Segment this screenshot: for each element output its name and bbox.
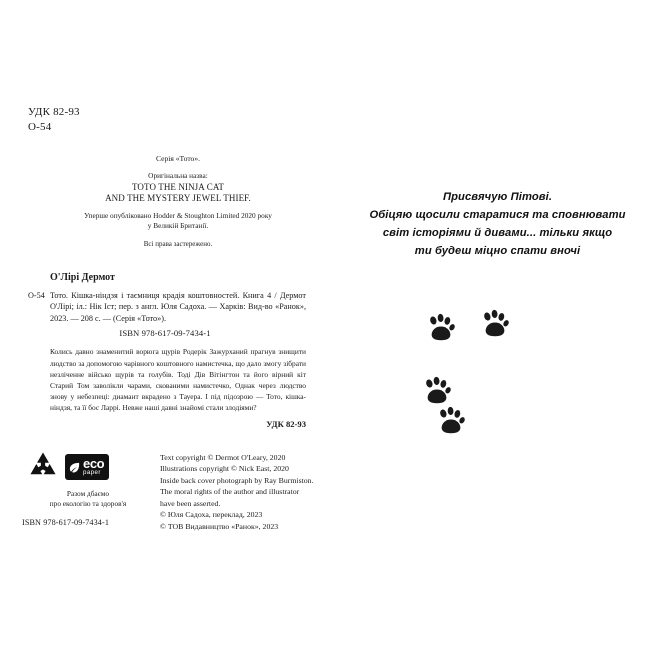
paw-print-icon [420,375,454,409]
cip-text: Тото. Кішка-ніндзя і таємниця крадія коштовностей. Книга 4 / Дермот О'Лірі; іл.: Нік Іст; пер. з англ. Юля Садоха. — Харків: Вид-во «Ранок», 2023. — 208 с. — (Серія «Тото»). [50,290,306,323]
series-note: Серія «Тото». [155,153,201,163]
udk-bottom: УДК 82-93 [266,419,306,430]
rights-line: Inside back cover photograph by Ray Burmiston. [160,475,314,485]
paper-word: paper [83,469,101,477]
eco-caption [20,489,156,509]
series-and-original-title-block [42,153,314,250]
dedication-line: ти будеш міцно спати вночі [414,245,581,258]
rights-line: have been asserted. [160,498,221,508]
udk-top-block [28,105,310,135]
recycle-icon [26,450,60,484]
cip-code: О-54 [28,290,45,300]
eco-caption-line-2: про екологію та здоров'я [49,499,127,509]
dedication-line: світ історіями й дивами... тільки якщо [382,227,613,240]
leaf-icon [69,462,80,473]
rights-line: Illustrations copyright © Nick East, 2020 [160,464,289,474]
original-title-label: Оригінальна назва: [148,171,208,181]
isbn-bottom: ISBN 978-617-09-7434-1 [22,518,110,528]
author-code: О-54 [28,120,52,133]
author-name: О'Лірі Дермот [50,271,115,283]
publication-note-line-2: у Великій Британії. [147,221,209,231]
eco-badge-text [83,457,104,477]
udk-code: УДК 82-93 [28,106,80,118]
paw-prints-decoration [400,300,580,460]
dedication-line: Присвячую Пітові. [442,191,553,203]
paw-print-icon [478,308,512,342]
paw-print-icon [434,405,468,439]
rights-column [160,452,330,532]
eco-paper-badge [65,454,109,480]
eco-certification-block [20,450,150,527]
rights-reserved-note: Всі права застережено. [143,239,213,248]
dedication-page [360,188,635,261]
rights-line: Text copyright © Dermot O'Leary, 2020 [160,453,286,462]
copyright-page [20,105,310,429]
rights-line: The moral rights of the author and illustrator [160,487,300,497]
original-title-line-1: TOTO THE NINJA CAT [131,181,225,192]
isbn-main: ISBN 978-617-09-7434-1 [119,328,211,339]
rights-line: © Юля Садоха, переклад, 2023 [160,510,263,520]
publication-note-line-1: Уперше опубліковано Hodder & Stoughton Limited 2020 року [84,211,272,221]
original-title-line-2: AND THE MYSTERY JEWEL THIEF. [105,193,251,203]
rights-line: © ТОВ Видавництво «Ранок», 2023 [160,521,279,531]
eco-caption-line-1: Разом дбаємо [66,489,110,498]
cip-record [28,290,306,325]
eco-word: eco [83,456,105,472]
paw-print-icon [424,312,458,346]
book-annotation: Колись давно знаменитий ворюга щурів Родерік Зажурханий прагнув знищити людство за допомогою чарівного коштовного намистечка, що дало змогу зібрати незліченне військо щурів та голубів. Тоді Дів Вітінгтон та його вірний кіт Старий Том заволікли чарами, скованими намистечко, Однак через людство знову у небезпеці: диамант вкрадено з Тауера. І під підозрою — Тото, кішка-ніндзя, та її бос Ларрі. Невже наші давні знайомі стали злодіями? [50,347,306,412]
dedication-line: Обіцяю щосили старатися та сповнювати [369,209,626,222]
eco-logos-row [26,450,150,484]
